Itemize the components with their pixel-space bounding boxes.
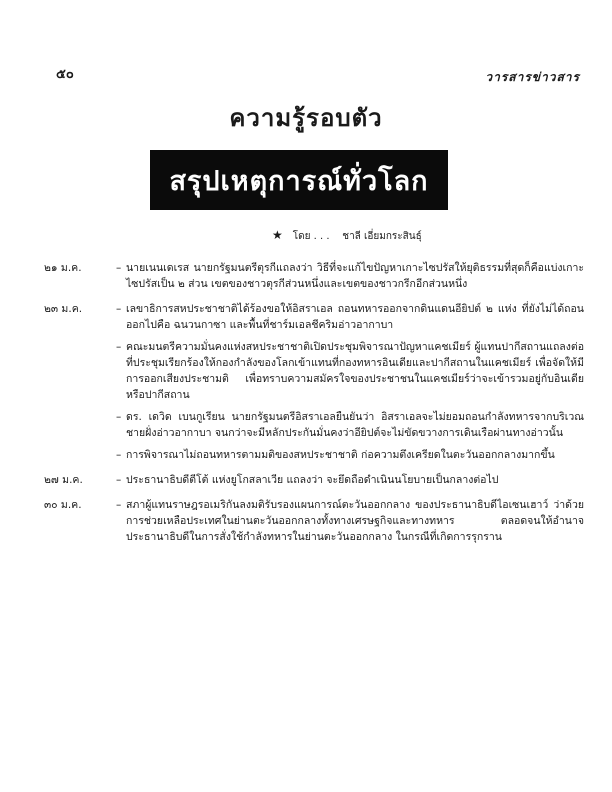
byline <box>272 228 422 244</box>
item-text: ประธานาธิบดีตีโต้ แห่งยูโกสลาเวีย แถลงว่า จะยึดถือดำเนินนโยบายเป็นกลางต่อไป <box>126 474 499 486</box>
entries-list <box>40 260 584 554</box>
dash-bullet: – <box>116 303 122 315</box>
list-item <box>116 472 584 488</box>
entry <box>40 260 584 292</box>
entry-date: ๒๗ ม.ค. <box>44 474 83 486</box>
title-banner <box>150 150 448 210</box>
dash-bullet: – <box>116 499 122 511</box>
dash-bullet: – <box>116 449 122 461</box>
item-text: ดร. เดวิด เบนกูเรียน นายกรัฐมนตรีอิสราเอลยืนยันว่า อิสราเอลจะไม่ยอมถอนกำลังทหารจากบริเวณชายฝั่งอ่าวอากาบา จนกว่าจะมีหลักประกันมั่นคงว่าอียิปต์จะไม่ขัดขวางการเดินเรือผ่านทางอ่าวนั้น <box>126 411 584 439</box>
dash-bullet: – <box>116 262 122 274</box>
list-item <box>116 339 584 403</box>
list-item <box>116 260 584 292</box>
list-item <box>116 409 584 441</box>
article-title: สรุปเหตุการณ์ทั่วโลก <box>169 165 429 197</box>
dash-bullet: – <box>116 341 122 353</box>
item-text: คณะมนตรีความมั่นคงแห่งสหประชาชาติเปิดประชุมพิจารณาปัญหาแคชเมียร์ ผู้แทนปากีสถานแถลงต่อที่ประชุมเรียกร้องให้กองกำลังของโลกเข้าแทนที่กองทหารอินเดียและปากีสถานในแคชเมียร์ เพื่อจัดให้มีการออกเสียงประชามติ เพื่อทราบความสมัครใจของประชาชนในแคชเมียร์ว่าจะเข้ารวมอยู่กับอินเดียหรือปากีสถาน <box>126 341 584 401</box>
item-text: นายเนนเดเรส นายกรัฐมนตรีตุรกีแถลงว่า วิธีที่จะแก้ไขปัญหาเกาะไซปรัสให้ยุติธรรมที่สุดก็คือแบ่งเกาะไซปรัสเป็น ๒ ส่วน เขตของชาวตุรกีส่วนหนึ่งและเขตของชาวกรีกอีกส่วนหนึ่ง <box>126 262 584 290</box>
section-title: ความรู้รอบตัว <box>229 103 383 132</box>
entry <box>40 301 584 463</box>
entry-items <box>116 497 584 545</box>
byline-prefix: โดย . . . <box>292 231 330 242</box>
item-text: เลขาธิการสหประชาชาติได้ร้องขอให้อิสราเอล ถอนทหารออกจากดินแดนอียิปต์ ๒ แห่ง ที่ยังไม่ได้ถอนออกไปคือ ฉนวนกาซา และพื้นที่ชาร์มเอลชีคริมอ่าวอากาบา <box>126 303 584 331</box>
entry-items <box>116 472 584 488</box>
entry-date: ๓๐ ม.ค. <box>44 499 82 511</box>
star-icon: ★ <box>272 228 283 242</box>
list-item <box>116 497 584 545</box>
entry-items <box>116 260 584 292</box>
entry-date: ๒๑ ม.ค. <box>44 262 82 274</box>
item-text: สภาผู้แทนราษฎรอเมริกันลงมติรับรองแผนการณ์ตะวันออกกลาง ของประธานาธิบดีไอเซนเฮาว์ ว่าด้วยการช่วยเหลือประเทศในย่านตะวันออกกลางทั้งทางเศรษฐกิจและทางทหาร ตลอดจนให้อำนาจประธานาธิบดีในการสั่งใช้กำลังทหารในย่านตะวันออกกลาง ในกรณีที่เกิดการรุกราน <box>126 499 584 543</box>
byline-author: ชาลี เอี่ยมกระสินธุ์ <box>342 231 422 242</box>
dash-bullet: – <box>116 474 122 486</box>
entry-date: ๒๓ ม.ค. <box>44 303 83 315</box>
publication-name: วารสารข่าวสาร <box>485 70 580 84</box>
entry <box>40 472 584 488</box>
page-number: ๕๐ <box>56 67 74 82</box>
list-item <box>116 301 584 333</box>
entry <box>40 497 584 545</box>
entry-items <box>116 301 584 463</box>
list-item <box>116 447 584 463</box>
item-text: การพิจารณาไม่ถอนทหารตามมติของสหประชาชาติ ก่อความตึงเครียดในตะวันออกกลางมากขึ้น <box>126 449 555 461</box>
dash-bullet: – <box>116 411 122 423</box>
